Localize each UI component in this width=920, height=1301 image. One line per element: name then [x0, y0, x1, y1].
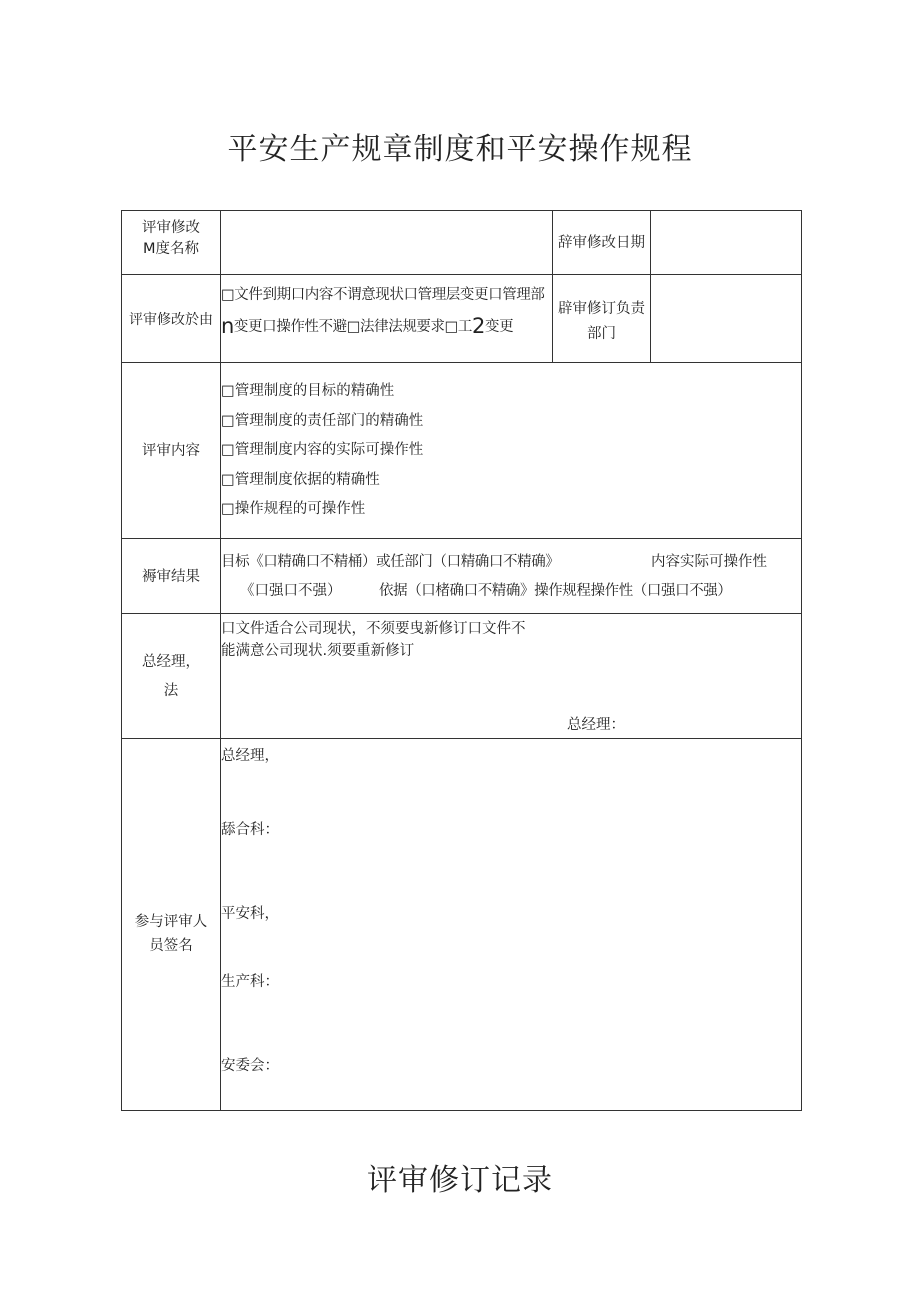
gm-opinion-text-line2[interactable]: 能满意公司现状.须要重新修订: [221, 643, 415, 660]
row-divider: [121, 362, 802, 363]
system-name-label-line1: 评审修改: [142, 220, 200, 236]
review-result-line1-b: 内容实际可操作性: [651, 554, 767, 570]
signature-production-dept[interactable]: 生产科：: [221, 974, 279, 990]
gm-opinion-text-line1[interactable]: 口文件适合公司现状，不须要曳新修订口文件不: [221, 621, 526, 637]
signature-safety-committee[interactable]: 安委会：: [221, 1058, 279, 1074]
gm-opinion-label-line2: 法: [163, 683, 179, 699]
system-name-field[interactable]: [221, 211, 552, 274]
content-option[interactable]: □管理制度内容的实际可操作性: [221, 442, 424, 458]
responsible-dept-label-line1: 辟审修订负责: [558, 301, 645, 317]
content-option[interactable]: □操作规程的可操作性: [221, 501, 366, 517]
table-border-bottom: [121, 1110, 802, 1111]
reason-text-2: 变更口操作性不避□法律法规要求□工: [233, 318, 473, 335]
review-reason-label: 评审修改於由: [129, 312, 213, 328]
review-reason-options: [221, 283, 549, 344]
participants-label: [122, 911, 220, 959]
signature-gm[interactable]: 总经理，: [221, 748, 279, 764]
section-title: 评审修订记录: [367, 1163, 553, 1198]
review-content-label: 评审内容: [142, 443, 200, 459]
review-result-label: 褥审结果: [142, 569, 200, 585]
review-result-line2-b: 依据（口楮确口不精确》操作规程操作性（口强口不强）: [379, 583, 732, 599]
reason-glyph-2: 2: [472, 313, 485, 338]
gm-signature-label: 总经理：: [567, 717, 625, 733]
signature-safety-dept[interactable]: 平安科，: [221, 906, 279, 922]
row-divider: [121, 538, 802, 539]
reason-glyph-1: n: [221, 313, 234, 338]
content-option[interactable]: □管理制度的目标的精确性: [221, 383, 395, 399]
page-title: 平安生产规章制度和平安操作规程: [227, 132, 693, 167]
table-border-right: [801, 210, 802, 1111]
row-divider: [121, 738, 802, 739]
content-option[interactable]: □管理制度依据的精确性: [221, 471, 380, 488]
participants-label-line1: 参与评审人: [134, 914, 208, 930]
review-result-line2-a: 《口强口不强）: [240, 583, 342, 599]
review-date-label: 辞审修改日期: [558, 235, 645, 251]
review-content-list: [221, 377, 791, 525]
reason-text-1: □文件到期口内容不谓意现状口管理层变更口管理部: [221, 287, 545, 303]
content-option[interactable]: □管理制度的责任部门的精确性: [221, 412, 424, 429]
reason-text-3: 变更: [485, 318, 514, 335]
responsible-dept-label-line2: 部门: [587, 325, 616, 342]
system-name-label-line2: M度名称: [142, 241, 199, 258]
responsible-dept-label: [553, 297, 650, 346]
review-date-field[interactable]: [651, 211, 801, 274]
review-result-line1-a: 目标《口精确口不精桶）或任部门（口精确口不精确》: [221, 554, 560, 570]
row-divider: [121, 613, 802, 614]
signature-general-dept[interactable]: 舔合科：: [221, 822, 279, 838]
system-name-label: [122, 218, 220, 260]
participants-label-line2: 员签名: [149, 937, 193, 954]
gm-opinion-label-line1: 总经理，: [142, 654, 200, 670]
gm-opinion-label: [122, 648, 220, 706]
gm-opinion-text: [221, 618, 561, 663]
responsible-dept-field[interactable]: [651, 275, 801, 362]
